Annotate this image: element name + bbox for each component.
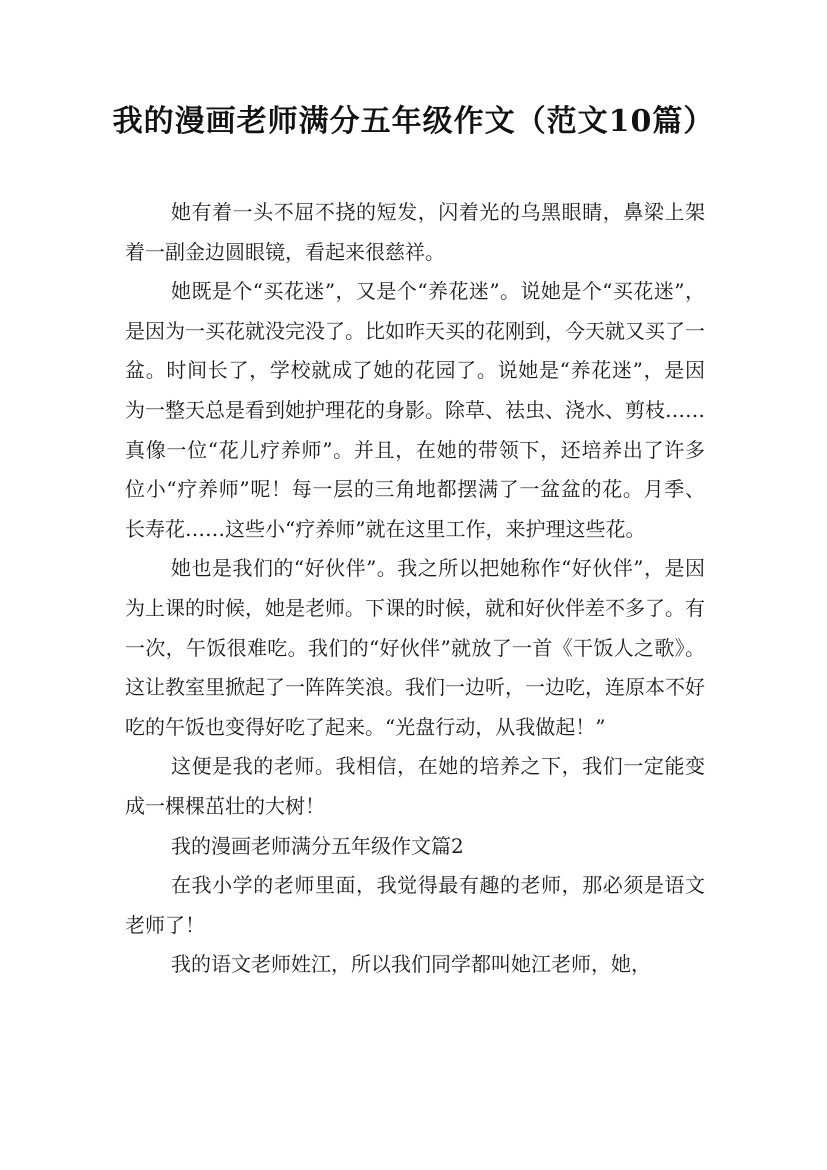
paragraph-2: 她既是个“买花迷”，又是个“养花迷”。说她是个“买花迷”，是因为一买花就没完没了。比如昨天买的花刚到，今天就又买了一盆。时间长了，学校就成了她的花园了。说她是“养花迷”，是因为一整天总是看到她护理花的身影。除草、祛虫、浇水、剪枝……真像一位“花儿疗养师”。并且，在她的带领下，还培养出了许多位小“疗养师”呢！每一层的三角地都摆满了一盆盆的花。月季、长寿花……这些小“疗养师”就在这里工作，来护理这些花。: [125, 279, 705, 541]
paragraph-1: 她有着一头不屈不挠的短发，闪着光的乌黑眼睛，鼻梁上架着一副金边圆眼镜，看起来很慈祥。: [125, 200, 705, 264]
paragraph-3: 她也是我们的“好伙伴”。我之所以把她称作“好伙伴”，是因为上课的时候，她是老师。下课的时候，就和好伙伴差不多了。有一次，午饭很难吃。我们的“好伙伴”就放了一首《干饭人之歌》。这让教室里掀起了一阵阵笑浪。我们一边听，一边吃，连原本不好吃的午饭也变得好吃了起来。“光盘行动，从我做起！”: [125, 556, 705, 739]
paragraph-6: 我的语文老师姓江，所以我们同学都叫她江老师，她，: [171, 952, 651, 977]
paragraph-4: 这便是我的老师。我相信，在她的培养之下，我们一定能变成一棵棵茁壮的大树！: [125, 754, 705, 818]
document-body: [125, 193, 705, 985]
paragraph-5: 在我小学的老师里面，我觉得最有趣的老师，那必须是语文老师了！: [125, 873, 705, 937]
section-heading-2: 我的漫画老师满分五年级作文篇2: [171, 833, 464, 858]
document-title: 我的漫画老师满分五年级作文（范文10篇）: [112, 104, 715, 139]
